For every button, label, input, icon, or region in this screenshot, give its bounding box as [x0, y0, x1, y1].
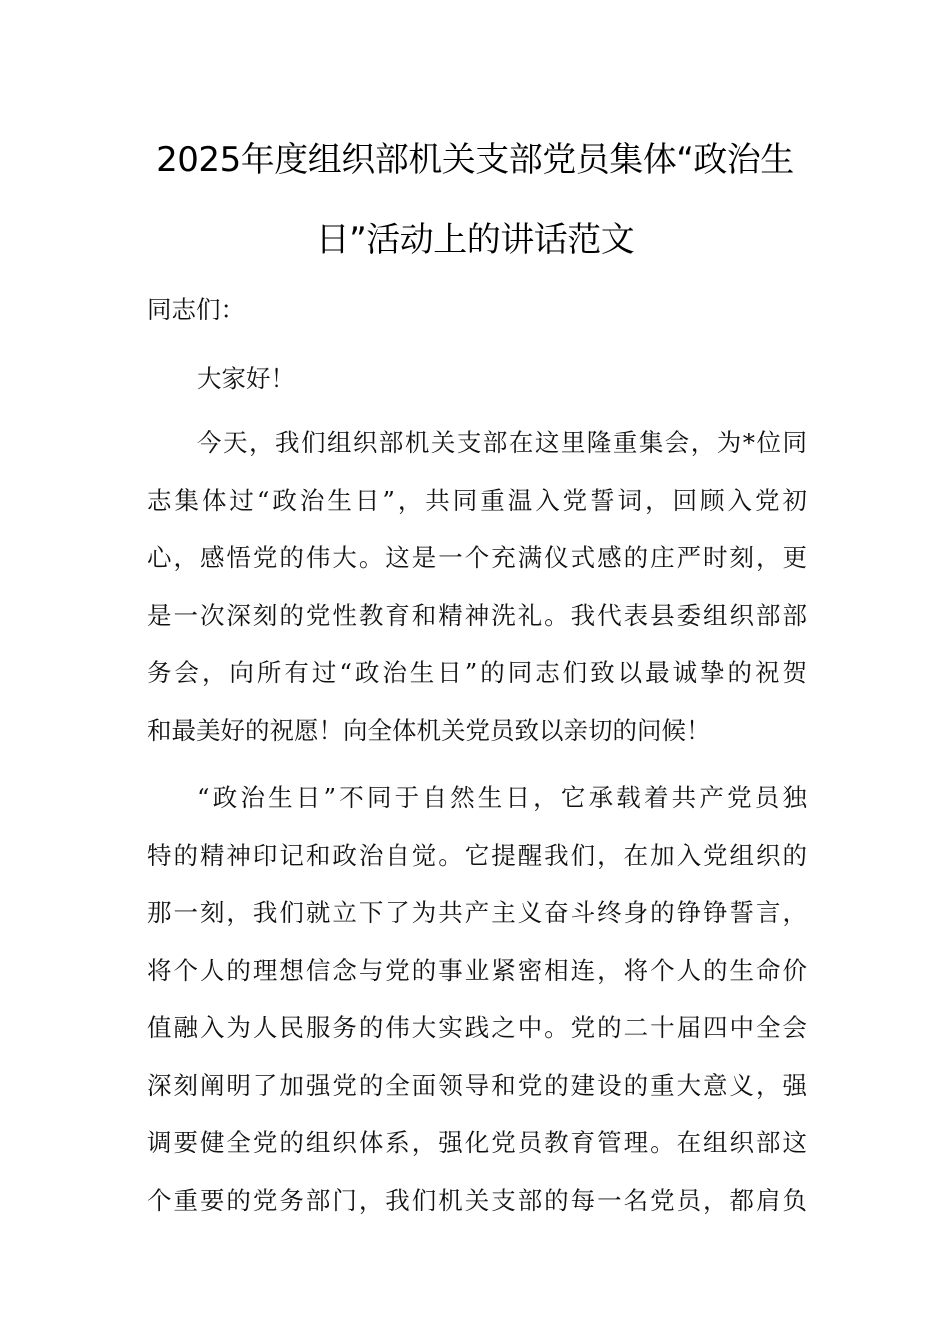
paragraph-line: 今天，我们组织部机关支部在这里隆重集会，为*位同	[197, 428, 807, 457]
paragraph-line: 那一刻，我们就立下了为共产主义奋斗终身的铮铮誓言，	[147, 898, 807, 927]
paragraph-line: 心，感悟党的伟大。这是一个充满仪式感的庄严时刻，更	[147, 543, 807, 572]
salutation: 同志们：	[147, 295, 245, 324]
paragraph-line: 值融入为人民服务的伟大实践之中。党的二十届四中全会	[147, 1013, 807, 1042]
paragraph-line: 调要健全党的组织体系，强化党员教育管理。在组织部这	[147, 1128, 807, 1157]
paragraph-line: 深刻阐明了加强党的全面领导和党的建设的重大意义，强	[147, 1071, 807, 1100]
paragraph-line: 志集体过“政治生日”，共同重温入党誓词，回顾入党初	[147, 486, 807, 515]
paragraph-line: 是一次深刻的党性教育和精神洗礼。我代表县委组织部部	[147, 601, 807, 630]
document-title-line-2: 日”活动上的讲话范文	[315, 220, 635, 260]
greeting: 大家好！	[197, 364, 295, 393]
paragraph-line: 务会，向所有过“政治生日”的同志们致以最诚挚的祝贺	[147, 658, 807, 687]
paragraph-line: 将个人的理想信念与党的事业紧密相连，将个人的生命价	[147, 956, 807, 985]
paragraph-line: 和最美好的祝愿！向全体机关党员致以亲切的问候！	[147, 716, 711, 745]
paragraph-line: “政治生日”不同于自然生日，它承载着共产党员独	[197, 783, 807, 812]
paragraph-line: 特的精神印记和政治自觉。它提醒我们，在加入党组织的	[147, 841, 807, 870]
paragraph-line: 个重要的党务部门，我们机关支部的每一名党员，都肩负	[147, 1186, 807, 1215]
document-title-line-1: 2025年度组织部机关支部党员集体“政治生	[156, 140, 794, 180]
